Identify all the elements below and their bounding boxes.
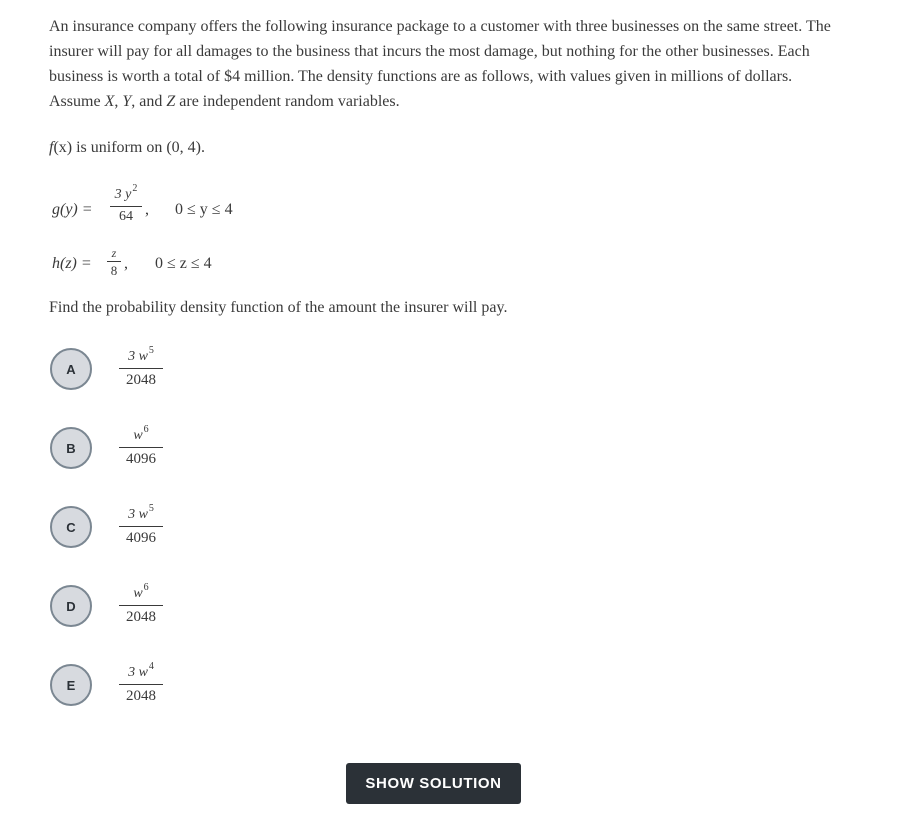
- choice-c-den: 4096: [126, 530, 156, 546]
- choice-d-fraction: [119, 582, 163, 627]
- h-condition: 0 ≤ z ≤ 4: [155, 255, 212, 272]
- choice-d[interactable]: [50, 582, 250, 645]
- choice-a-fraction: [119, 345, 163, 390]
- choice-d-exp: 6: [143, 582, 149, 593]
- choice-d-den: 2048: [126, 609, 156, 625]
- choice-c-exp: 5: [148, 503, 154, 514]
- choice-e[interactable]: [50, 661, 250, 724]
- question-text: An insurance company offers the following insurance package to a customer with three businesses on the same street. The insurer will pay for all damages to the business that incurs the most damage, but nothing for the other businesses. Each business is worth a total of $4 million. The density functions are as follows, with values given in millions of dollars. Assume X, Y, and Z are independent random variables.: [49, 18, 831, 110]
- choice-b[interactable]: [50, 424, 250, 487]
- and-word: and: [139, 93, 163, 110]
- choice-c-fraction: [119, 503, 163, 548]
- choice-d-num: w: [133, 586, 143, 601]
- choice-a[interactable]: [50, 345, 250, 408]
- choice-a-exp: 5: [148, 345, 154, 356]
- var-y: Y: [122, 93, 132, 110]
- prompt-text: Find the probability density function of the amount the insurer will pay.: [49, 299, 508, 316]
- f-definition: [49, 137, 205, 159]
- h-num: z: [111, 246, 117, 260]
- h-fraction: [107, 246, 121, 279]
- choice-b-den: 4096: [126, 451, 156, 467]
- choice-letter-badge[interactable]: E: [50, 664, 92, 706]
- choice-e-fraction: [119, 661, 163, 706]
- show-solution-button[interactable]: SHOW SOLUTION: [346, 763, 521, 804]
- var-x: X: [104, 93, 115, 110]
- choice-a-num: 3 w: [128, 349, 148, 364]
- choice-letter-badge[interactable]: C: [50, 506, 92, 548]
- g-sep: ,: [145, 201, 149, 218]
- var-z: Z: [166, 93, 176, 110]
- h-lhs: h(z) =: [52, 255, 92, 272]
- choice-letter-badge[interactable]: A: [50, 348, 92, 390]
- choice-a-den: 2048: [126, 372, 156, 388]
- g-num-exp: 2: [132, 183, 138, 194]
- choice-b-exp: 6: [143, 424, 149, 435]
- choice-e-num: 3 w: [128, 665, 148, 680]
- choice-letter-badge[interactable]: B: [50, 427, 92, 469]
- question-body: An insurance company offers the following insurance package to a customer with three businesses on the same street. The insurer will pay for all damages to the business that incurs the most damage, but nothing for the other businesses. Each business is worth a total of $4 million. The density functions are as follows, with values given in millions of dollars. Assume: [49, 18, 831, 110]
- g-den: 64: [119, 209, 133, 224]
- h-sep: ,: [124, 255, 128, 272]
- g-num: 3 y: [114, 187, 132, 202]
- f-text: (x) is uniform on (0, 4).: [53, 139, 205, 156]
- choice-e-exp: 4: [148, 661, 154, 672]
- h-den: 8: [110, 263, 118, 278]
- g-lhs: g(y) =: [52, 201, 93, 218]
- g-fraction: [110, 183, 142, 226]
- choice-b-fraction: [119, 424, 163, 469]
- question-tail: are independent random variables.: [179, 93, 400, 110]
- choice-c-num: 3 w: [128, 507, 148, 522]
- f-func: f: [49, 139, 54, 156]
- g-condition: 0 ≤ y ≤ 4: [175, 201, 233, 218]
- choice-e-den: 2048: [126, 688, 156, 704]
- choice-c[interactable]: [50, 503, 250, 566]
- choice-b-num: w: [133, 428, 143, 443]
- choice-letter-badge[interactable]: D: [50, 585, 92, 627]
